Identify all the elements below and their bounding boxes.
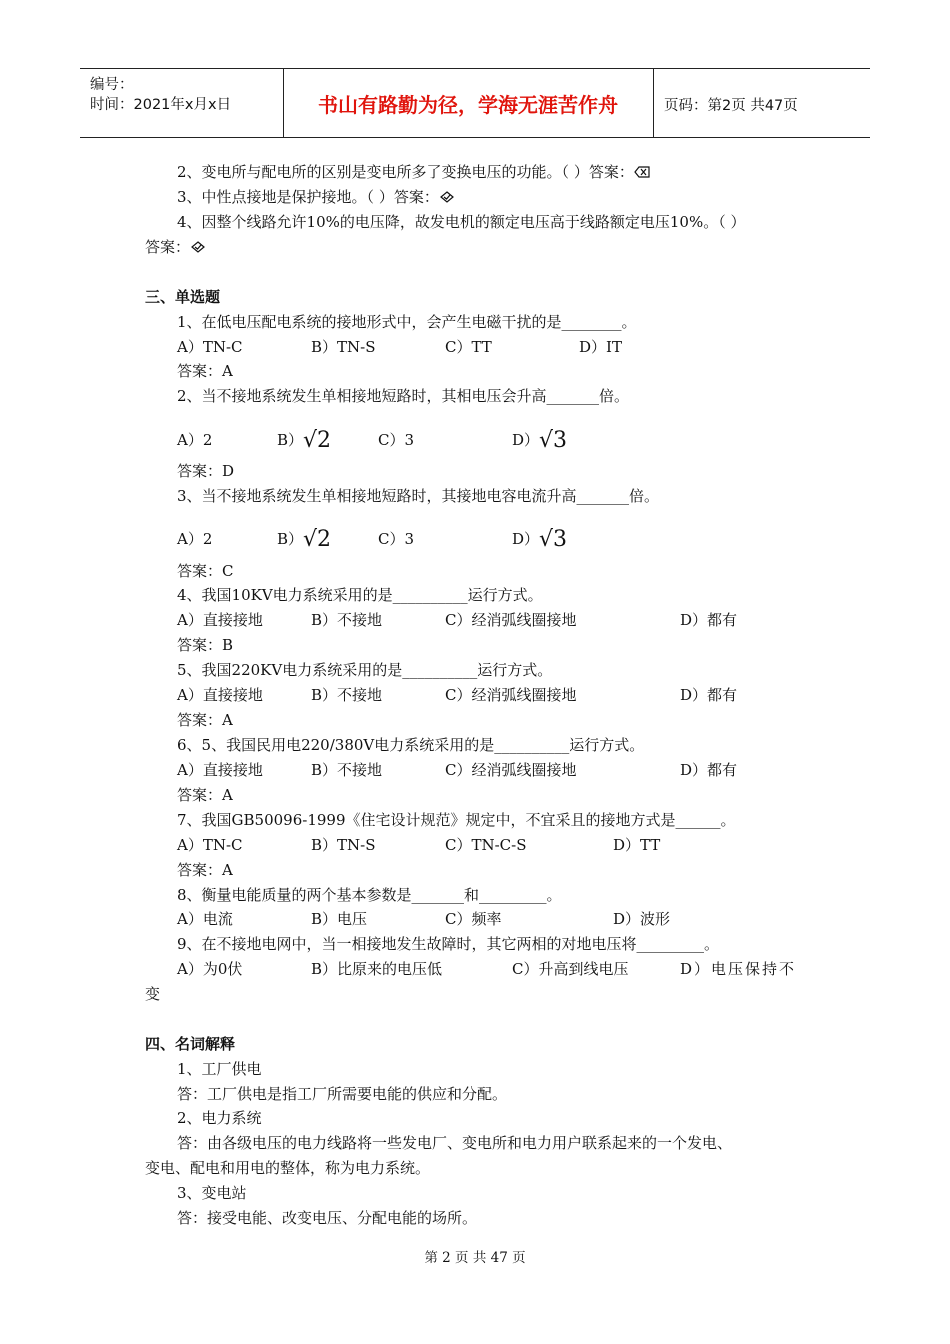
term-1-answer: 答：工厂供电是指工厂所需要电能的供应和分配。	[177, 1085, 508, 1103]
sc-q5-opt-b: B）不接地	[311, 686, 383, 704]
sc-q3-answer: 答案：C	[177, 562, 234, 580]
time-label: 时间：2021年x月x日	[90, 97, 232, 113]
sc-q1-opt-a: A）TN-C	[177, 338, 243, 356]
term-3-answer: 答：接受电能、改变电压、分配电能的场所。	[177, 1209, 478, 1227]
sqrt2-symbol: √2	[303, 527, 332, 552]
sc-q1-opt-c: C）TT	[445, 338, 492, 356]
sc-q4-opt-a: A）直接接地	[177, 611, 263, 629]
judgement-q4-answer: 答案：	[145, 237, 206, 257]
section-heading-terms: 四、名词解释	[145, 1035, 236, 1053]
sc-q1-answer: 答案：A	[177, 362, 233, 380]
sc-q4-answer: 答案：B	[177, 636, 234, 654]
sc-q5: 5、我国220KV电力系统采用的是__________运行方式。	[177, 661, 553, 679]
sc-q5-opt-a: A）直接接地	[177, 686, 263, 704]
check-diamond-icon	[190, 241, 206, 253]
sc-q8-opt-a: A）电流	[177, 910, 233, 928]
sc-q9-opt-a: A）为0伏	[177, 960, 243, 978]
sc-q4: 4、我国10KV电力系统采用的是__________运行方式。	[177, 586, 543, 604]
sc-q3-opt-a: A）2	[177, 530, 213, 548]
sc-q1: 1、在低电压配电系统的接地形式中，会产生电磁干扰的是________。	[177, 313, 637, 331]
sc-q4-opt-b: B）不接地	[311, 611, 383, 629]
sc-q2-opt-d: D）√3	[512, 428, 568, 453]
sc-q8: 8、衡量电能质量的两个基本参数是_______和_________。	[177, 886, 562, 904]
sc-q3: 3、当不接地系统发生单相接地短路时，其接地电容电流升高_______倍。	[177, 487, 660, 505]
section-heading-single-choice: 三、单选题	[145, 288, 221, 306]
sc-q4-opt-d: D）都有	[680, 611, 738, 629]
page-info: 页码：第2页 共47页	[664, 98, 798, 114]
sc-q1-opt-d: D）IT	[579, 338, 622, 356]
sc-q2-opt-a: A）2	[177, 431, 213, 449]
sc-q6-answer: 答案：A	[177, 786, 233, 804]
sc-q6: 6、5、我国民用电220/380V电力系统采用的是__________运行方式。	[177, 736, 645, 754]
term-2-answer-line2: 变电、配电和用电的整体，称为电力系统。	[145, 1159, 431, 1177]
sc-q3-opt-d: D）√3	[512, 527, 568, 552]
sc-q3-opt-c: C）3	[378, 530, 415, 548]
sc-q9-opt-c: C）升高到线电压	[512, 960, 629, 978]
page-footer: 第 2 页 共 47 页	[424, 1250, 526, 1266]
term-2-answer-line1: 答：由各级电压的电力线路将一些发电厂、变电所和电力用户联系起来的一个发电、	[177, 1134, 733, 1152]
sc-q6-opt-c: C）经消弧线圈接地	[445, 761, 577, 779]
sc-q8-opt-b: B）电压	[311, 910, 368, 928]
sc-q7: 7、我国GB50096-1999《住宅设计规范》规定中，不宜采且的接地方式是______。	[177, 811, 736, 829]
sc-q5-opt-c: C）经消弧线圈接地	[445, 686, 577, 704]
sc-q9-opt-d-cont: 变	[145, 985, 161, 1003]
sc-q2-answer: 答案：D	[177, 462, 235, 480]
sc-q5-opt-d: D）都有	[680, 686, 738, 704]
sc-q6-opt-d: D）都有	[680, 761, 738, 779]
motto: 书山有路勤为径，学海无涯苦作舟	[283, 69, 654, 137]
judgement-q3: 3、中性点接地是保护接地。（ ）答案：	[177, 187, 455, 207]
sc-q6-opt-b: B）不接地	[311, 761, 383, 779]
sc-q7-answer: 答案：A	[177, 861, 233, 879]
sc-q9-opt-d: D）电压保持不	[680, 960, 797, 978]
sqrt3-symbol: √3	[539, 428, 568, 453]
sc-q6-opt-a: A）直接接地	[177, 761, 263, 779]
header-left-cell	[80, 69, 284, 137]
sc-q9-opt-b: B）比原来的电压低	[311, 960, 443, 978]
sc-q1-opt-b: B）TN-S	[311, 338, 376, 356]
judgement-q4: 4、因整个线路允许10%的电压降，故发电机的额定电压高于线路额定电压10%。（ ）	[177, 213, 746, 231]
sc-q3-opt-b: B）√2	[277, 527, 332, 552]
judgement-q2: 2、变电所与配电所的区别是变电所多了变换电压的功能。（ ）答案：	[177, 162, 650, 182]
sc-q7-opt-c: C）TN-C-S	[445, 836, 527, 854]
sc-q8-opt-d: D）波形	[613, 910, 671, 928]
sc-q7-opt-b: B）TN-S	[311, 836, 376, 854]
sc-q7-opt-a: A）TN-C	[177, 836, 243, 854]
term-1: 1、工厂供电	[177, 1060, 262, 1078]
sc-q4-opt-c: C）经消弧线圈接地	[445, 611, 577, 629]
sc-q2-opt-c: C）3	[378, 431, 415, 449]
check-diamond-icon	[439, 191, 455, 203]
sc-q7-opt-d: D）TT	[613, 836, 661, 854]
sqrt2-symbol: √2	[303, 428, 332, 453]
term-2: 2、电力系统	[177, 1109, 262, 1127]
number-label: 编号：	[90, 77, 134, 93]
sc-q8-opt-c: C）频率	[445, 910, 502, 928]
sc-q2: 2、当不接地系统发生单相接地短路时，其相电压会升高_______倍。	[177, 387, 630, 405]
sqrt3-symbol: √3	[539, 527, 568, 552]
sc-q2-opt-b: B）√2	[277, 428, 332, 453]
sc-q5-answer: 答案：A	[177, 711, 233, 729]
page-header	[80, 68, 870, 138]
cross-box-icon	[634, 166, 650, 178]
term-3: 3、变电站	[177, 1184, 247, 1202]
sc-q9: 9、在不接地电网中，当一相接地发生故障时，其它两相的对地电压将_________。	[177, 935, 720, 953]
